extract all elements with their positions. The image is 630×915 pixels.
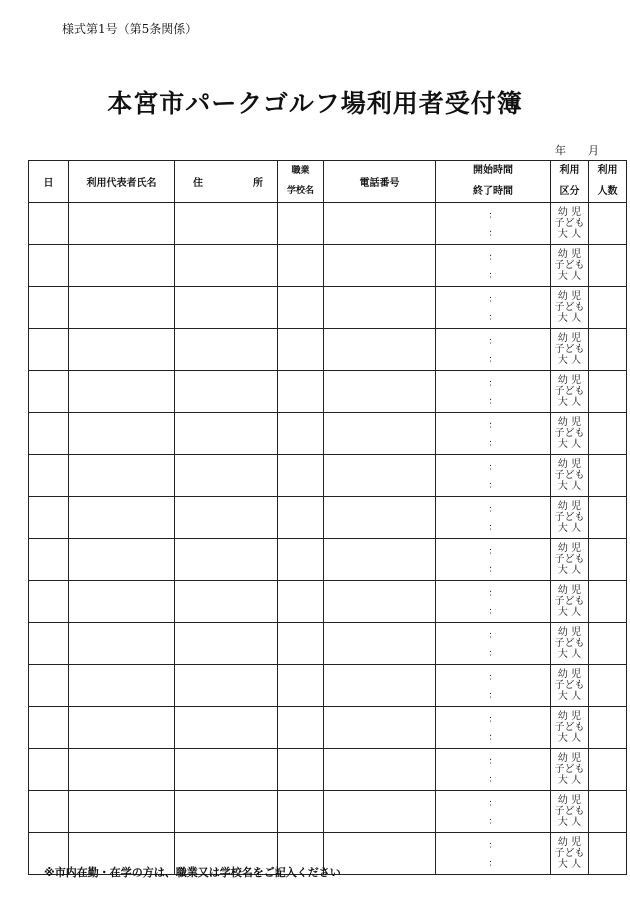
header-school: 学校名 xyxy=(286,186,314,197)
category-option[interactable]: 子ども xyxy=(554,806,585,817)
cell-phone[interactable] xyxy=(324,749,436,791)
category-option[interactable]: 子ども xyxy=(554,470,585,481)
cell-day[interactable] xyxy=(29,203,69,245)
category-option[interactable]: 子ども xyxy=(554,302,585,313)
table-row xyxy=(29,329,627,371)
category-option[interactable]: 大 人 xyxy=(557,607,582,618)
cell-day[interactable] xyxy=(29,749,69,791)
cell-phone[interactable] xyxy=(324,581,436,623)
cell-day[interactable] xyxy=(29,413,69,455)
cell-address[interactable] xyxy=(175,665,278,707)
end-time-colon[interactable]: ： xyxy=(488,607,498,617)
cell-address[interactable] xyxy=(175,623,278,665)
category-option[interactable]: 子ども xyxy=(554,386,585,397)
cell-occupation[interactable] xyxy=(278,539,324,581)
end-time-colon[interactable]: ： xyxy=(488,355,498,365)
table-row xyxy=(29,455,627,497)
cell-time xyxy=(436,707,551,749)
cell-day[interactable] xyxy=(29,791,69,833)
cell-address[interactable] xyxy=(175,371,278,413)
cell-address[interactable] xyxy=(175,539,278,581)
table-row xyxy=(29,623,627,665)
cell-phone[interactable] xyxy=(324,707,436,749)
end-time-colon[interactable]: ： xyxy=(488,271,498,281)
table-row xyxy=(29,203,627,245)
category-option[interactable]: 大 人 xyxy=(557,565,582,576)
end-time-colon[interactable]: ： xyxy=(488,775,498,785)
cell-address[interactable] xyxy=(175,791,278,833)
cell-representative[interactable] xyxy=(69,707,175,749)
category-option[interactable]: 幼 児 xyxy=(557,459,582,470)
year-label: 年 xyxy=(555,144,566,157)
end-time-colon[interactable]: ： xyxy=(488,733,498,743)
table-row xyxy=(29,749,627,791)
start-time-colon[interactable]: ： xyxy=(488,673,498,683)
header-category xyxy=(551,161,589,203)
cell-representative[interactable] xyxy=(69,329,175,371)
end-time-colon[interactable]: ： xyxy=(488,649,498,659)
category-option[interactable]: 幼 児 xyxy=(557,711,582,722)
cell-occupation[interactable] xyxy=(278,329,324,371)
category-option[interactable]: 子ども xyxy=(554,344,585,355)
end-time-colon[interactable]: ： xyxy=(488,565,498,575)
category-option[interactable]: 幼 児 xyxy=(557,585,582,596)
cell-time xyxy=(436,413,551,455)
cell-occupation[interactable] xyxy=(278,791,324,833)
cell-occupation[interactable] xyxy=(278,749,324,791)
cell-day[interactable] xyxy=(29,287,69,329)
end-time-colon[interactable]: ： xyxy=(488,229,498,239)
cell-time xyxy=(436,665,551,707)
category-option[interactable]: 幼 児 xyxy=(557,501,582,512)
category-option[interactable]: 幼 児 xyxy=(557,291,582,302)
cell-address[interactable] xyxy=(175,497,278,539)
category-option[interactable]: 大 人 xyxy=(557,817,582,828)
cell-representative[interactable] xyxy=(69,749,175,791)
header-day: 日 xyxy=(29,161,69,203)
end-time-colon[interactable]: ： xyxy=(488,481,498,491)
cell-occupation[interactable] xyxy=(278,413,324,455)
cell-phone[interactable] xyxy=(324,203,436,245)
month-label: 月 xyxy=(588,144,599,157)
table-row xyxy=(29,539,627,581)
cell-representative[interactable] xyxy=(69,413,175,455)
cell-count[interactable] xyxy=(589,413,627,455)
category-option[interactable]: 子ども xyxy=(554,512,585,523)
start-time-colon[interactable]: ： xyxy=(488,631,498,641)
category-option[interactable]: 子ども xyxy=(554,638,585,649)
header-count-top: 利用 xyxy=(597,165,618,177)
cell-time xyxy=(436,749,551,791)
cell-day[interactable] xyxy=(29,581,69,623)
cell-day[interactable] xyxy=(29,665,69,707)
cell-count[interactable] xyxy=(589,203,627,245)
cell-category xyxy=(551,539,589,581)
header-row xyxy=(29,161,627,203)
cell-address[interactable] xyxy=(175,287,278,329)
cell-count[interactable] xyxy=(589,665,627,707)
cell-category xyxy=(551,287,589,329)
cell-count[interactable] xyxy=(589,833,627,875)
cell-occupation[interactable] xyxy=(278,623,324,665)
table-row xyxy=(29,413,627,455)
category-option[interactable]: 子ども xyxy=(554,680,585,691)
cell-occupation[interactable] xyxy=(278,371,324,413)
table-row xyxy=(29,245,627,287)
category-option[interactable]: 子ども xyxy=(554,260,585,271)
table-row xyxy=(29,791,627,833)
table-row xyxy=(29,371,627,413)
category-option[interactable]: 子ども xyxy=(554,764,585,775)
category-option[interactable]: 幼 児 xyxy=(557,753,582,764)
cell-day[interactable] xyxy=(29,371,69,413)
start-time-colon[interactable]: ： xyxy=(488,463,498,473)
category-option[interactable]: 幼 児 xyxy=(557,669,582,680)
category-option[interactable]: 大 人 xyxy=(557,271,582,282)
category-option[interactable]: 幼 児 xyxy=(557,627,582,638)
category-option[interactable]: 幼 児 xyxy=(557,795,582,806)
cell-count[interactable] xyxy=(589,287,627,329)
cell-count[interactable] xyxy=(589,455,627,497)
cell-phone[interactable] xyxy=(324,413,436,455)
cell-count[interactable] xyxy=(589,329,627,371)
cell-representative[interactable] xyxy=(69,581,175,623)
cell-time xyxy=(436,791,551,833)
header-representative: 利用代表者氏名 xyxy=(69,161,175,203)
category-option[interactable]: 大 人 xyxy=(557,691,582,702)
header-time xyxy=(436,161,551,203)
cell-category xyxy=(551,749,589,791)
cell-phone[interactable] xyxy=(324,245,436,287)
footnote: ※市内在勤・在学の方は、職業又は学校名をご記入ください xyxy=(44,866,341,879)
table-row xyxy=(29,581,627,623)
cell-time xyxy=(436,497,551,539)
category-option[interactable]: 大 人 xyxy=(557,775,582,786)
cell-count[interactable] xyxy=(589,371,627,413)
category-option[interactable]: 幼 児 xyxy=(557,249,582,260)
category-option[interactable]: 子ども xyxy=(554,848,585,859)
category-option[interactable]: 大 人 xyxy=(557,523,582,534)
cell-occupation[interactable] xyxy=(278,203,324,245)
end-time-colon[interactable]: ： xyxy=(488,439,498,449)
cell-category xyxy=(551,665,589,707)
header-occupation-school xyxy=(278,161,324,203)
cell-occupation[interactable] xyxy=(278,287,324,329)
end-time-colon[interactable]: ： xyxy=(488,859,498,869)
category-option[interactable]: 大 人 xyxy=(557,439,582,450)
cell-occupation[interactable] xyxy=(278,497,324,539)
cell-time xyxy=(436,203,551,245)
cell-category xyxy=(551,245,589,287)
registration-table xyxy=(28,160,627,875)
start-time-colon[interactable]: ： xyxy=(488,547,498,557)
category-option[interactable]: 子ども xyxy=(554,554,585,565)
cell-day[interactable] xyxy=(29,455,69,497)
cell-address[interactable] xyxy=(175,455,278,497)
category-option[interactable]: 子ども xyxy=(554,596,585,607)
category-option[interactable]: 幼 児 xyxy=(557,837,582,848)
header-start-time: 開始時間 xyxy=(473,165,513,177)
cell-phone[interactable] xyxy=(324,623,436,665)
start-time-colon[interactable]: ： xyxy=(488,799,498,809)
cell-category xyxy=(551,833,589,875)
cell-representative[interactable] xyxy=(69,371,175,413)
cell-address[interactable] xyxy=(175,245,278,287)
category-option[interactable]: 子ども xyxy=(554,218,585,229)
cell-count[interactable] xyxy=(589,749,627,791)
start-time-colon[interactable]: ： xyxy=(488,421,498,431)
date-line xyxy=(555,142,599,158)
category-option[interactable]: 大 人 xyxy=(557,313,582,324)
category-option[interactable]: 大 人 xyxy=(557,481,582,492)
cell-day[interactable] xyxy=(29,539,69,581)
end-time-colon[interactable]: ： xyxy=(488,817,498,827)
end-time-colon[interactable]: ： xyxy=(488,313,498,323)
start-time-colon[interactable]: ： xyxy=(488,757,498,767)
cell-occupation[interactable] xyxy=(278,245,324,287)
cell-phone[interactable] xyxy=(324,287,436,329)
cell-representative[interactable] xyxy=(69,791,175,833)
header-phone: 電話番号 xyxy=(324,161,436,203)
cell-count[interactable] xyxy=(589,581,627,623)
category-option[interactable]: 大 人 xyxy=(557,229,582,240)
cell-occupation[interactable] xyxy=(278,707,324,749)
cell-day[interactable] xyxy=(29,497,69,539)
start-time-colon[interactable]: ： xyxy=(488,337,498,347)
header-count-bottom: 人数 xyxy=(597,185,618,197)
header-address xyxy=(175,161,278,203)
end-time-colon[interactable]: ： xyxy=(488,523,498,533)
cell-time xyxy=(436,833,551,875)
cell-count[interactable] xyxy=(589,539,627,581)
cell-count[interactable] xyxy=(589,497,627,539)
cell-category xyxy=(551,791,589,833)
cell-day[interactable] xyxy=(29,707,69,749)
cell-phone[interactable] xyxy=(324,455,436,497)
cell-category xyxy=(551,203,589,245)
cell-time xyxy=(436,245,551,287)
start-time-colon[interactable]: ： xyxy=(488,841,498,851)
header-category-top: 利用 xyxy=(559,165,580,177)
cell-count[interactable] xyxy=(589,707,627,749)
header-count xyxy=(589,161,627,203)
table-row xyxy=(29,707,627,749)
cell-category xyxy=(551,329,589,371)
cell-time xyxy=(436,623,551,665)
cell-representative[interactable] xyxy=(69,665,175,707)
start-time-colon[interactable]: ： xyxy=(488,295,498,305)
cell-category xyxy=(551,497,589,539)
category-option[interactable]: 大 人 xyxy=(557,355,582,366)
header-address-right: 所 xyxy=(253,178,263,189)
cell-representative[interactable] xyxy=(69,455,175,497)
header-occupation: 職業 xyxy=(291,165,310,176)
start-time-colon[interactable]: ： xyxy=(488,589,498,599)
end-time-colon[interactable]: ： xyxy=(488,397,498,407)
cell-address[interactable] xyxy=(175,413,278,455)
category-option[interactable]: 幼 児 xyxy=(557,543,582,554)
category-option[interactable]: 幼 児 xyxy=(557,207,582,218)
cell-count[interactable] xyxy=(589,791,627,833)
cell-time xyxy=(436,287,551,329)
cell-phone[interactable] xyxy=(324,665,436,707)
start-time-colon[interactable]: ： xyxy=(488,211,498,221)
cell-category xyxy=(551,455,589,497)
cell-representative[interactable] xyxy=(69,539,175,581)
category-option[interactable]: 幼 児 xyxy=(557,375,582,386)
cell-category xyxy=(551,581,589,623)
category-option[interactable]: 幼 児 xyxy=(557,333,582,344)
cell-time xyxy=(436,371,551,413)
table-row xyxy=(29,287,627,329)
cell-address[interactable] xyxy=(175,749,278,791)
category-option[interactable]: 大 人 xyxy=(557,397,582,408)
start-time-colon[interactable]: ： xyxy=(488,505,498,515)
start-time-colon[interactable]: ： xyxy=(488,253,498,263)
header-end-time: 終了時間 xyxy=(473,185,513,197)
cell-occupation[interactable] xyxy=(278,665,324,707)
cell-time xyxy=(436,539,551,581)
cell-address[interactable] xyxy=(175,203,278,245)
cell-phone[interactable] xyxy=(324,371,436,413)
cell-category xyxy=(551,371,589,413)
cell-count[interactable] xyxy=(589,623,627,665)
cell-time xyxy=(436,329,551,371)
cell-address[interactable] xyxy=(175,581,278,623)
cell-phone[interactable] xyxy=(324,791,436,833)
cell-representative[interactable] xyxy=(69,245,175,287)
page-title: 本宮市パークゴルフ場利用者受付簿 xyxy=(107,89,523,118)
header-address-left: 住 xyxy=(193,178,203,189)
cell-category xyxy=(551,623,589,665)
cell-address[interactable] xyxy=(175,707,278,749)
cell-phone[interactable] xyxy=(324,329,436,371)
table-row xyxy=(29,497,627,539)
cell-occupation[interactable] xyxy=(278,581,324,623)
header-category-bottom: 区分 xyxy=(559,185,580,197)
cell-count[interactable] xyxy=(589,245,627,287)
cell-representative[interactable] xyxy=(69,287,175,329)
cell-phone[interactable] xyxy=(324,539,436,581)
cell-category xyxy=(551,707,589,749)
cell-day[interactable] xyxy=(29,623,69,665)
table-row xyxy=(29,665,627,707)
cell-representative[interactable] xyxy=(69,203,175,245)
cell-category xyxy=(551,413,589,455)
category-option[interactable]: 大 人 xyxy=(557,733,582,744)
table-body xyxy=(29,203,627,875)
cell-occupation[interactable] xyxy=(278,455,324,497)
cell-address[interactable] xyxy=(175,329,278,371)
cell-time xyxy=(436,455,551,497)
category-option[interactable]: 幼 児 xyxy=(557,417,582,428)
category-option[interactable]: 子ども xyxy=(554,722,585,733)
cell-phone[interactable] xyxy=(324,497,436,539)
category-option[interactable]: 大 人 xyxy=(557,859,582,870)
category-option[interactable]: 大 人 xyxy=(557,649,582,660)
cell-representative[interactable] xyxy=(69,623,175,665)
cell-day[interactable] xyxy=(29,245,69,287)
cell-representative[interactable] xyxy=(69,497,175,539)
category-option[interactable]: 子ども xyxy=(554,428,585,439)
end-time-colon[interactable]: ： xyxy=(488,691,498,701)
start-time-colon[interactable]: ： xyxy=(488,379,498,389)
start-time-colon[interactable]: ： xyxy=(488,715,498,725)
cell-time xyxy=(436,581,551,623)
cell-day[interactable] xyxy=(29,329,69,371)
form-number: 様式第1号（第5条関係） xyxy=(62,22,198,36)
